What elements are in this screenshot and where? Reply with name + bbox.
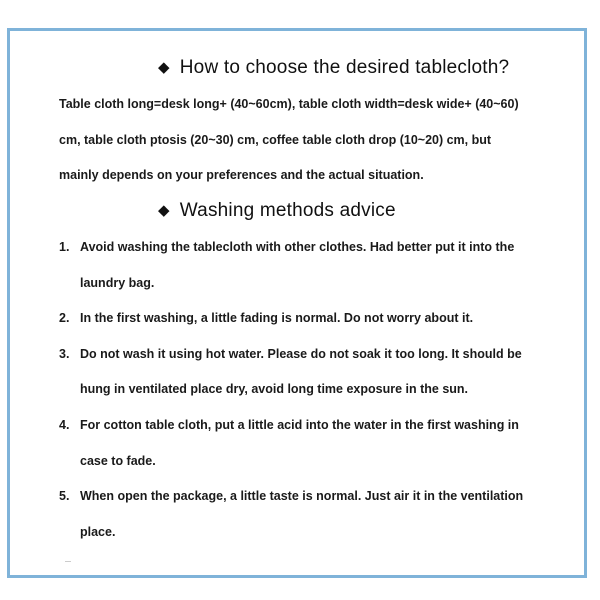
paragraph-line: Table cloth long=desk long+ (40~60cm), table cloth width=desk wide+ (40~60)	[59, 97, 519, 111]
divider-mark	[65, 561, 71, 562]
document-frame	[7, 28, 587, 578]
list-item-line: Avoid washing the tablecloth with other clothes. Had better put it into the	[80, 240, 515, 254]
list-item-number: 4.	[59, 418, 70, 432]
list-item-line: When open the package, a little taste is normal. Just air it in the ventilation	[80, 489, 524, 503]
section-washing-title: Washing methods advice	[179, 200, 396, 221]
list-item-line: laundry bag.	[80, 276, 155, 290]
section-choose-title: How to choose the desired tablecloth?	[179, 57, 510, 78]
paragraph-line: cm, table cloth ptosis (20~30) cm, coffee table cloth drop (10~20) cm, but	[59, 133, 492, 147]
diamond-bullet-icon: ◆	[158, 59, 170, 76]
list-item-line: case to fade.	[80, 454, 156, 468]
list-item-number: 5.	[59, 489, 70, 503]
section-choose-heading	[158, 57, 509, 79]
list-item-line: place.	[80, 525, 116, 539]
paragraph-line: mainly depends on your preferences and the actual situation.	[59, 168, 424, 182]
list-item-number: 2.	[59, 311, 70, 325]
list-item-line: hung in ventilated place dry, avoid long time exposure in the sun.	[80, 382, 469, 396]
list-item-line: Do not wash it using hot water. Please do not soak it too long. It should be	[80, 347, 522, 361]
diamond-bullet-icon: ◆	[158, 202, 170, 219]
list-item-line: In the first washing, a little fading is normal. Do not worry about it.	[80, 311, 474, 325]
document-content	[10, 31, 584, 575]
section-washing-heading	[158, 200, 396, 222]
list-item-number: 1.	[59, 240, 70, 254]
list-item-number: 3.	[59, 347, 70, 361]
list-item-line: For cotton table cloth, put a little acid into the water in the first washing in	[80, 418, 519, 432]
